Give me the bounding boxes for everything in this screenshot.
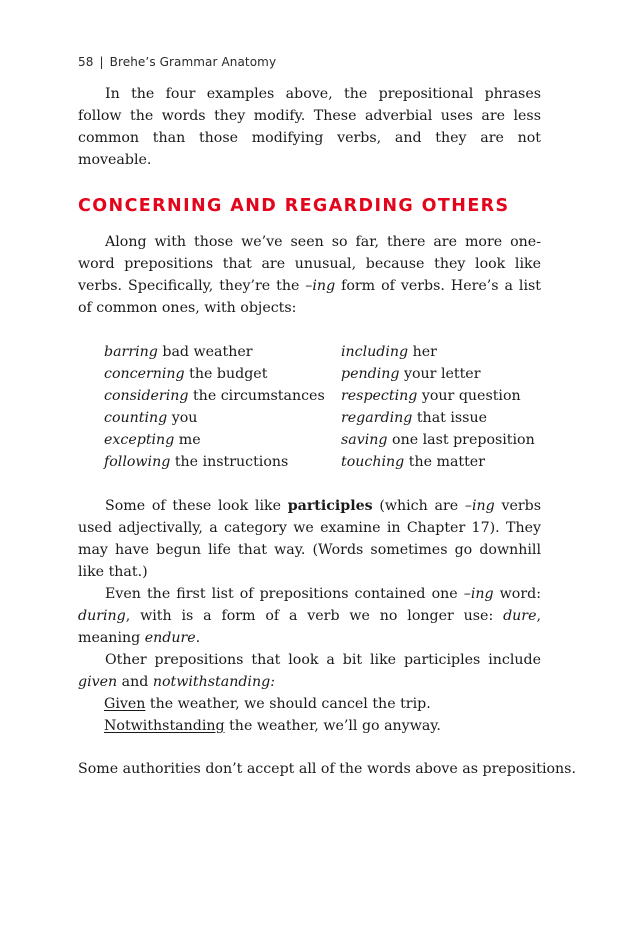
italic-run: –ing: [464, 498, 495, 514]
list-item: [104, 385, 341, 407]
preposition-object: your letter: [399, 366, 481, 382]
text-run: form of verbs. Here’s a list of common ones, with objects:: [78, 278, 541, 316]
preposition-list: [104, 341, 544, 473]
paragraph-4: [78, 649, 541, 693]
book-title: Brehe’s Grammar Anatomy: [109, 55, 277, 69]
preposition-object: the circumstances: [188, 388, 325, 404]
text-run: Other prepositions that look a bit like participles include: [105, 652, 541, 668]
preposition-object: you: [167, 410, 198, 426]
preposition-word: regarding: [341, 410, 413, 426]
list-item: [104, 451, 341, 473]
italic-run: endure: [144, 630, 196, 646]
italic-run: during: [78, 608, 126, 624]
preposition-word: pending: [341, 366, 400, 382]
text-run: Some of these look like: [105, 498, 288, 514]
preposition-object: me: [174, 432, 201, 448]
list-item: [104, 429, 341, 451]
list-row: [104, 451, 544, 473]
preposition-object: bad weather: [157, 344, 253, 360]
list-item: [341, 363, 480, 385]
preposition-word: including: [341, 344, 409, 360]
list-row: [104, 385, 544, 407]
preposition-word: barring: [104, 344, 158, 360]
italic-run: –ing: [463, 586, 494, 602]
italic-run: –ing: [305, 278, 336, 294]
example-sentence: [104, 693, 441, 715]
preposition-object: her: [408, 344, 437, 360]
text-run: word:: [493, 586, 541, 602]
preposition-object: one last preposition: [387, 432, 535, 448]
preposition-object: your question: [417, 388, 521, 404]
preposition-word: following: [104, 454, 171, 470]
preposition-object: the instructions: [170, 454, 289, 470]
text-run: Even the first list of prepositions contained one: [105, 586, 464, 602]
list-item: [104, 363, 341, 385]
text-run: , meaning: [78, 608, 541, 646]
preposition-word: excepting: [104, 432, 175, 448]
underlined-preposition: Notwithstanding: [104, 718, 225, 734]
text-run: and: [117, 674, 153, 690]
preposition-object: the matter: [404, 454, 485, 470]
italic-run: dure: [503, 608, 537, 624]
participles-section: [78, 495, 541, 693]
paragraph-1-section: [78, 231, 541, 319]
paragraph-3: [78, 583, 541, 649]
paragraph-1: [78, 231, 541, 319]
running-head: [78, 55, 276, 69]
preposition-word: saving: [341, 432, 388, 448]
intro-paragraph: In the four examples above, the prepositional phrases follow the words they modify. These adverbial uses are less common than those modifying verbs, and they are not moveable.: [78, 86, 541, 168]
list-item: [104, 341, 341, 363]
preposition-word: considering: [104, 388, 189, 404]
list-item: [341, 341, 437, 363]
list-item: [341, 429, 535, 451]
example-sentence: [104, 715, 441, 737]
preposition-word: touching: [341, 454, 405, 470]
preposition-object: that issue: [412, 410, 487, 426]
page-number: 58: [78, 55, 94, 69]
bold-term: participles: [287, 498, 373, 514]
preposition-word: respecting: [341, 388, 418, 404]
italic-run: notwithstanding:: [152, 674, 275, 690]
underlined-preposition: Given: [104, 696, 146, 712]
text-run: (which are: [372, 498, 465, 514]
list-item: [104, 407, 341, 429]
list-row: [104, 429, 544, 451]
paragraph-2: [78, 495, 541, 583]
text-run: , with is a form of a verb we no longer use:: [125, 608, 504, 624]
text-run: .: [195, 630, 201, 646]
text-run: verbs used adjectivally, a category we examine in Chapter 17). They may have begun life that way. (Words sometimes go downhill like that.): [78, 498, 541, 580]
intro-section: [78, 83, 541, 171]
list-row: [104, 363, 544, 385]
list-item: [341, 385, 521, 407]
preposition-word: concerning: [104, 366, 185, 382]
example-sentences: [104, 693, 441, 737]
closing-sentence: Some authorities don’t accept all of the words above as prepositions.: [78, 761, 576, 777]
text-run: the weather, we’ll go anyway.: [224, 718, 441, 734]
text-run: Along with those we’ve seen so far, there are more one-word prepositions that are unusual, because they look like verbs. Specifically, they’re the: [78, 234, 541, 294]
text-run: the weather, we should cancel the trip.: [145, 696, 431, 712]
italic-run: given: [78, 674, 118, 690]
separator: |: [99, 55, 104, 69]
list-item: [341, 451, 485, 473]
list-row: [104, 341, 544, 363]
list-item: [341, 407, 487, 429]
preposition-object: the budget: [184, 366, 268, 382]
preposition-word: counting: [104, 410, 168, 426]
list-row: [104, 407, 544, 429]
section-heading: CONCERNING AND REGARDING OTHERS: [78, 196, 510, 216]
